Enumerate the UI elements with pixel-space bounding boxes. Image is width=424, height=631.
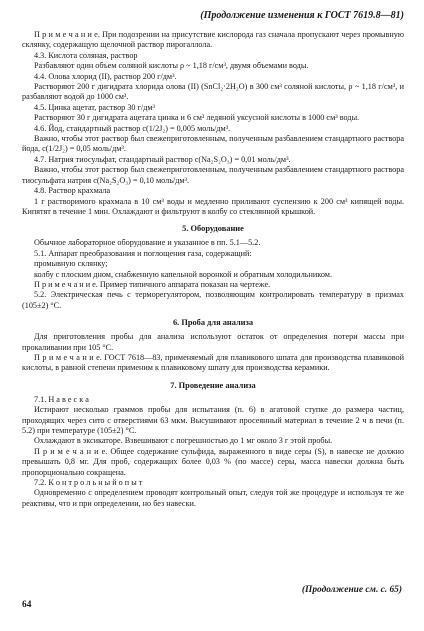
section-4-4-title: 4.4. Олова хлорид (II), раствор 200 г/дм³.	[34, 71, 177, 81]
section-4-6-title: 4.6. Йод, стандартный раствор c(1/2J₂) = 0,005 моль/дм³.	[34, 123, 231, 133]
section-5-1-title: 5.1. Аппарат преобразования и поглощения газа, содержащий:	[34, 248, 252, 258]
paragraph: Для приготовления пробы для анализа используют остаток от определения потери массы при прокаливании при 105 °С.	[22, 332, 404, 352]
paragraph: Растворяют 200 г дигидрата хлорида олова (II) (SnCl₂·2H₂O) в 300 см³ соляной кислоты, ρ ~ 1,18 г/см³, и разбавляют водой до 1000 см³.	[22, 82, 404, 102]
page-header: (Продолжение изменения к ГОСТ 7619.8—81)	[200, 10, 404, 21]
note-paragraph: П р и м е ч а н и е. При подозрении на присутствие кислорода газ сначала пропускают через промывную склянку, содержащую щелочной раствор пирогаллола.	[22, 30, 404, 50]
section-7-1-title: 7.1. Н а в е с к а	[34, 394, 89, 404]
paragraph: Обычное лабораторное оборудование и указанное в пп. 5.1—5.2.	[34, 238, 261, 248]
section-4-5-title: 4.5. Цинка ацетат, раствор 30 г/дм³	[34, 102, 155, 112]
section-5-2-title: 5.2. Электрическая печь с терморегулятором, позволяющим контролировать температуру в призмах (105±2) °С.	[22, 290, 404, 310]
section-5-heading: 5. Оборудование	[182, 224, 244, 234]
note-paragraph: П р и м е ч а н и е. Пример типичного аппарата показан на чертеже.	[34, 279, 271, 289]
continuation-note: (Продолжение см. с. 65)	[301, 585, 402, 595]
section-6-heading: 6. Проба для анализа	[172, 318, 254, 328]
note-paragraph: П р и м е ч а н и е. ГОСТ 7618—83, применяемый для плавикового шпата для производства плавиковой кислоты, в равной степени применим к плавиковому шпату для производства керамики.	[22, 352, 404, 373]
document-page	[22, 10, 404, 509]
list-item: колбу с плоским дном, снабженную капельной воронкой и обратным холодильником.	[34, 269, 333, 279]
section-4-8-title: 4.8. Раствор крахмала	[34, 186, 111, 196]
section-4-7-title: 4.7. Натрия тиосульфат, стандартный раствор c(Na₂S₂O₃) = 0,01 моль/дм³.	[34, 154, 291, 164]
paragraph: 1 г растворимого крахмала в 10 см³ воды и медленно приливают суспензию к 200 см³ кипящей воды. Кипятят в течение 1 мин. Охлаждают и фильтруют в колбу со стеклянной крышкой.	[22, 196, 404, 216]
paragraph: Важно, чтобы этот раствор был свежеприготовленным, полученным разбавлением стандартного раствора йода, c(1/2J₂) = 0,05 моль/дм³.	[22, 134, 404, 154]
paragraph: Разбавляют один объем соляной кислоты ρ ~ 1,18 г/см³, двумя объемами воды.	[34, 61, 309, 71]
list-item: промывную склянку;	[34, 259, 108, 269]
page-number: 64	[22, 600, 32, 610]
paragraph: Охлаждают в эксикаторе. Взвешивают с погрешностью до 1 мг около 3 г этой пробы.	[34, 436, 333, 446]
note-paragraph: П р и м е ч а н и е. Общее содержание сульфида, выраженного в виде серы (S), в навеске не должно превышать 0,8 мг. Для проб, содержащих более 0,03 % (по массе) серы, масса навески должна быть пропорционально сокращена.	[22, 446, 404, 477]
section-7-2-title: 7.2. К о н т р о л ь н ы й о п ы т	[34, 478, 143, 488]
paragraph: Истирают несколько граммов пробы для испытания (п. 6) в агатовой ступке до размера частиц, проходящих через сито с отверстиями 63 мкм. Высушивают просеянный материал в течение 2 ч в печи (п. 5.2) при температуре (105±2) °С.	[22, 405, 404, 435]
paragraph: Важно, чтобы этот раствор был свежеприготовленным, полученным разбавлением стандартного раствора тиосульфата натрия c(Na₂S₂O₃) = 0,10 моль/дм³.	[22, 165, 404, 185]
section-4-3-title: 4.3. Кислота соляная, раствор	[34, 50, 138, 60]
paragraph: Одновременно с определением проводят контрольный опыт, следуя той же процедуре и используя те же реактивы, что и при определении, но без навески.	[22, 488, 404, 508]
paragraph: Растворяют 30 г дигидрата ацетата цинка и 6 см³ ледяной уксусной кислоты в 1000 см³ воды.	[34, 113, 360, 123]
section-7-heading: 7. Проведение анализа	[170, 380, 256, 390]
